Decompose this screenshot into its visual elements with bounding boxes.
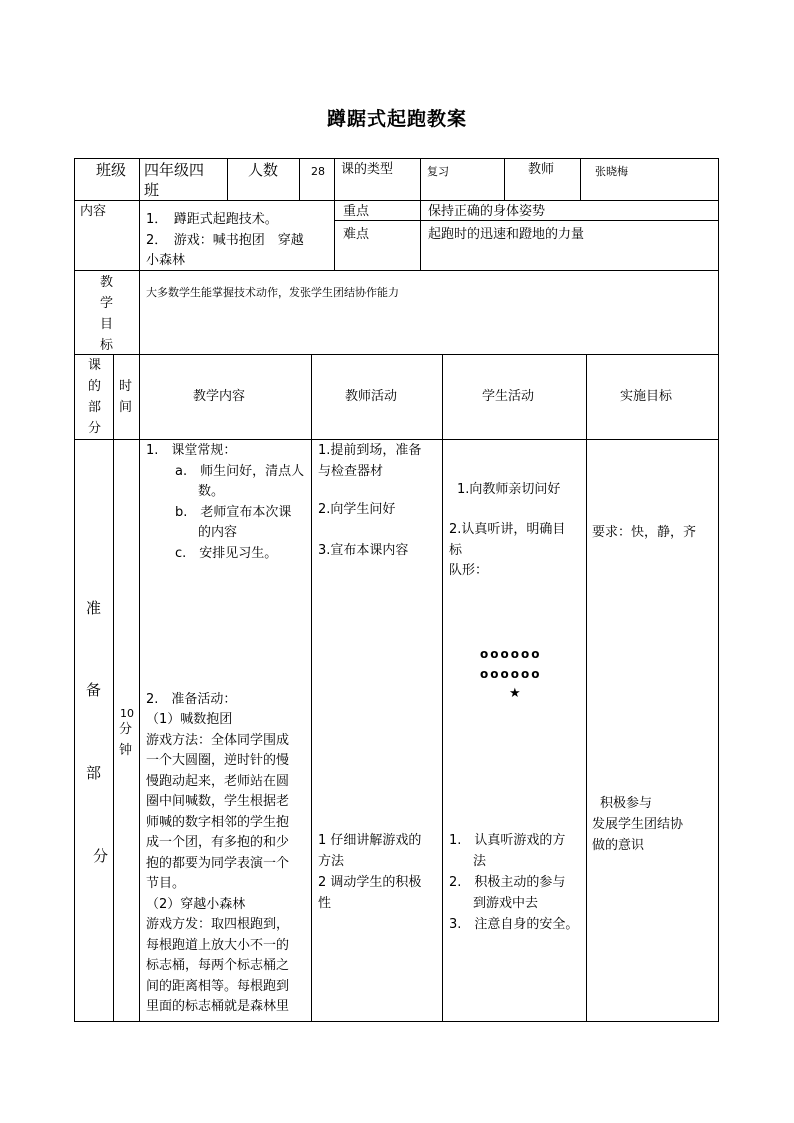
key-point-value: 保持正确的身体姿势 [428,204,546,219]
objective-label-char: 目 [100,317,114,332]
content-line: b. 老师宣布本次课 [175,505,292,520]
page-title: 蹲踞式起跑教案 [326,108,467,130]
class-value-cont: 班 [144,181,160,199]
teacher-star-icon: ★ [509,686,521,701]
section-part-char: 准 [86,599,102,617]
part-header-char: 分 [88,421,102,436]
content-line: c. 安排见习生。 [175,546,278,561]
content-item-2-cont: 小森林 [146,253,186,268]
student-line: 1. 认真听游戏的方 [449,833,566,848]
type-value: 复习 [427,165,449,178]
student-line: 2. 积极主动的参与 [449,875,566,890]
section-part-char: 备 [86,681,102,699]
teacher-column-header: 教师活动 [345,389,398,404]
formation-row: oooooo [480,667,542,681]
objective-label-char: 教 [100,275,114,290]
difficulty-label: 难点 [343,227,370,242]
student-column-header: 学生活动 [482,389,535,404]
teacher-line: 与检查器材 [318,464,384,479]
count-label: 人数 [248,161,279,179]
section-time-unit: 分 [119,722,133,737]
content-line: （2）穿越小森林 [146,897,246,912]
class-value: 四年级四 [144,161,205,179]
formation-row: oooooo [480,647,542,661]
content-line: 圈中间喊数，学生根据老 [146,794,290,809]
student-line: 法 [473,854,487,869]
content-line: 游戏方发：取四根跑到， [146,917,290,932]
teacher-line: 1 仔细讲解游戏的 [318,833,422,848]
time-header-char: 间 [119,400,133,415]
goal-line: 发展学生团结协 [592,817,684,832]
part-header-char: 的 [88,379,102,394]
content-line: 标志桶，每两个标志桶之 [146,958,290,973]
section-part-char: 分 [93,847,109,865]
part-header-char: 部 [88,400,102,415]
content-item-2: 2． 游戏：喊书抱团 穿越 [146,233,304,248]
difficulty-value: 起跑时的迅速和蹬地的力量 [428,227,585,242]
goal-line: 要求：快，静，齐 [592,525,697,540]
section-time-unit: 钟 [119,743,133,758]
content-line: 一个大圆圈，逆时针的慢 [146,753,290,768]
content-column-header: 教学内容 [193,389,246,404]
objective-value: 大多数学生能掌握技术动作，发张学生团结协作能力 [146,286,399,299]
part-header-char: 课 [88,358,102,373]
time-header-char: 时 [119,379,133,394]
student-line: 队形： [449,563,489,578]
content-line: 成一个团，有多抱的和少 [146,835,290,850]
type-label: 课的类型 [341,162,394,177]
student-line: 到游戏中去 [473,896,539,911]
content-line: 游戏方法：全体同学围成 [146,733,290,748]
student-line: 3. 注意自身的安全。 [449,917,579,932]
teacher-line: 2.向学生问好 [318,502,396,517]
goal-line: 做的意识 [592,838,645,853]
teacher-line: 1.提前到场，准备 [318,443,422,458]
objective-label-char: 学 [100,296,114,311]
teacher-line: 性 [318,896,332,911]
goal-line: 积极参与 [600,796,653,811]
section-part-char: 部 [86,764,102,782]
content-line: 2. 准备活动： [146,692,237,707]
content-label: 内容 [80,204,107,219]
content-line: 每根跑道上放大小不一的 [146,938,290,953]
teacher-line: 3.宣布本课内容 [318,543,409,558]
student-line: 2.认真听讲，明确目 [449,522,566,537]
student-line: 标 [449,543,463,558]
key-point-label: 重点 [343,204,370,219]
content-line: 抱的都要为同学表演一个 [146,856,290,871]
content-line: 1. 课堂常规： [146,443,237,458]
content-line: 里面的标志桶就是森林里 [146,999,290,1014]
content-item-1: 1． 蹲距式起跑技术。 [146,212,278,227]
content-line: 节目。 [146,876,186,891]
content-line: 师喊的数字相邻的学生抱 [146,815,290,830]
class-label: 班级 [96,161,127,179]
content-line: 慢跑动起来，老师站在圆 [146,774,290,789]
goal-column-header: 实施目标 [620,389,673,404]
teacher-value: 张晓梅 [595,165,628,178]
content-line: （1）喊数抱团 [146,712,233,727]
section-time-number: 10 [120,707,134,720]
teacher-label: 教师 [528,162,555,177]
teacher-line: 方法 [318,854,345,869]
objective-label-char: 标 [100,338,114,353]
content-line: 的内容 [198,525,238,540]
student-line: 1.向教师亲切问好 [457,482,561,497]
content-line: a. 师生问好，清点人 [175,464,305,479]
count-value: 28 [311,165,325,178]
content-line: 间的距离相等。每根跑到 [146,979,290,994]
teacher-line: 2 调动学生的积极 [318,875,422,890]
content-line: 数。 [198,484,225,499]
